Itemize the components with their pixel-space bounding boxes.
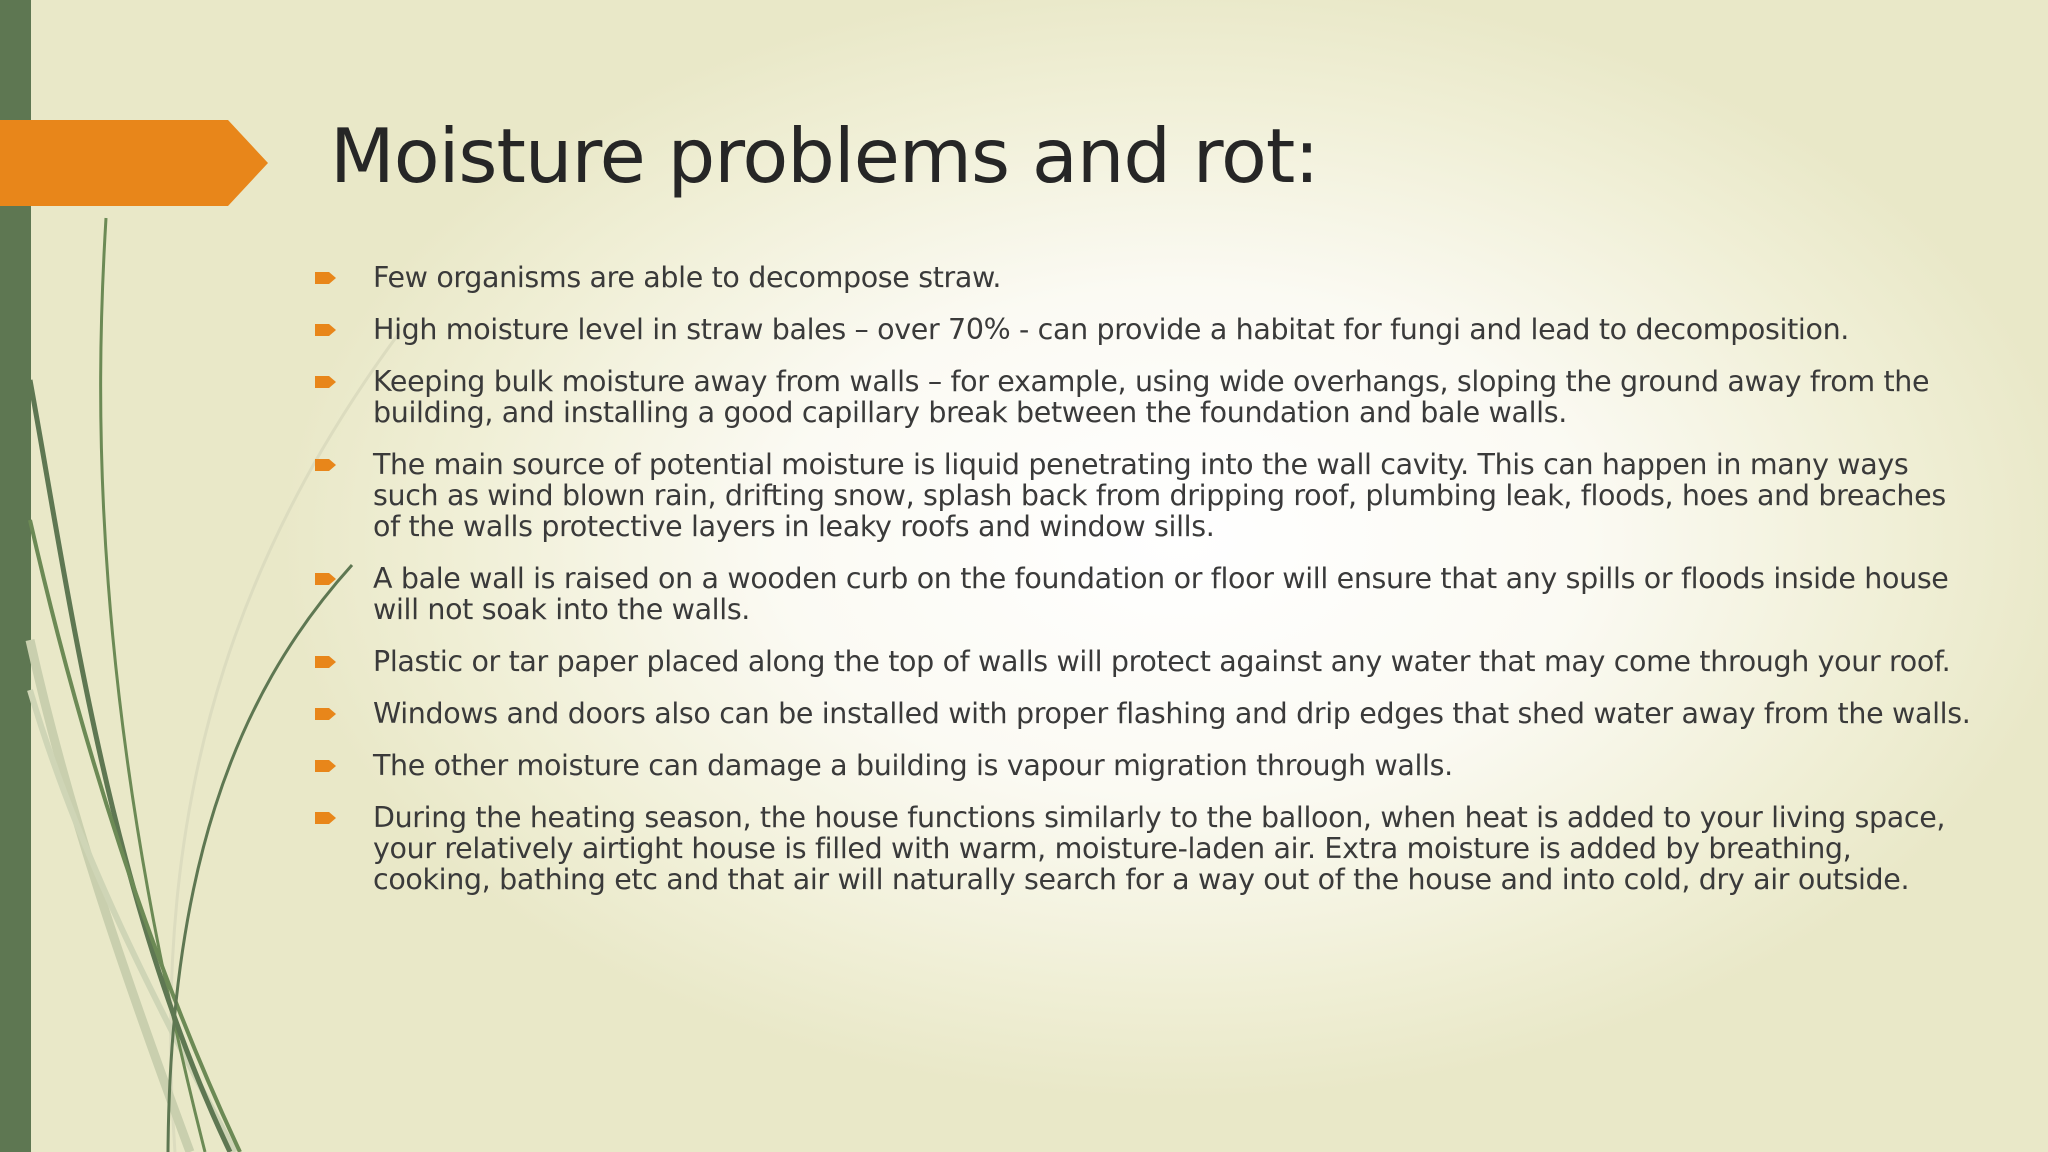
slide-title: Moisture problems and rot: xyxy=(330,112,1319,200)
bullet-text: High moisture level in straw bales – over 70% - can provide a habitat for fungi and lead to decomposition. xyxy=(373,313,1849,346)
list-item xyxy=(315,698,1975,729)
arrow-bullet-icon xyxy=(315,322,337,338)
bullet-list xyxy=(315,262,1975,916)
list-item xyxy=(315,314,1975,345)
bullet-text: During the heating season, the house functions similarly to the balloon, when heat is added to your living space, your relatively airtight house is filled with warm, moisture-laden air. Extra moisture is added by breathing, cooking, bathing etc and that air will naturally search for a way out of the house and into cold, dry air outside. xyxy=(373,801,1946,896)
arrow-bullet-icon xyxy=(315,758,337,774)
bullet-text: The main source of potential moisture is liquid penetrating into the wall cavity. This can happen in many ways such as wind blown rain, drifting snow, splash back from dripping roof, plumbing leak, floods, hoes and breaches of the walls protective layers in leaky roofs and window sills. xyxy=(373,448,1946,543)
list-item xyxy=(315,262,1975,293)
list-item xyxy=(315,563,1975,625)
bullet-text: A bale wall is raised on a wooden curb on the foundation or floor will ensure that any spills or floods inside house will not soak into the walls. xyxy=(373,562,1949,626)
list-item xyxy=(315,802,1975,895)
arrow-bullet-icon xyxy=(315,571,337,587)
arrow-bullet-icon xyxy=(315,374,337,390)
bullet-text: Windows and doors also can be installed with proper flashing and drip edges that shed water away from the walls. xyxy=(373,697,1971,730)
bullet-text: Few organisms are able to decompose straw. xyxy=(373,261,1002,294)
arrow-bullet-icon xyxy=(315,270,337,286)
bullet-text: The other moisture can damage a building is vapour migration through walls. xyxy=(373,749,1453,782)
list-item xyxy=(315,750,1975,781)
title-arrow-tab xyxy=(0,120,270,206)
arrow-bullet-icon xyxy=(315,457,337,473)
bullet-text: Plastic or tar paper placed along the top of walls will protect against any water that may come through your roof. xyxy=(373,645,1951,678)
arrow-bullet-icon xyxy=(315,706,337,722)
bullet-text: Keeping bulk moisture away from walls – for example, using wide overhangs, sloping the ground away from the building, and installing a good capillary break between the foundation and bale walls. xyxy=(373,365,1930,429)
arrow-bullet-icon xyxy=(315,654,337,670)
list-item xyxy=(315,449,1975,542)
arrow-bullet-icon xyxy=(315,810,337,826)
list-item xyxy=(315,366,1975,428)
list-item xyxy=(315,646,1975,677)
